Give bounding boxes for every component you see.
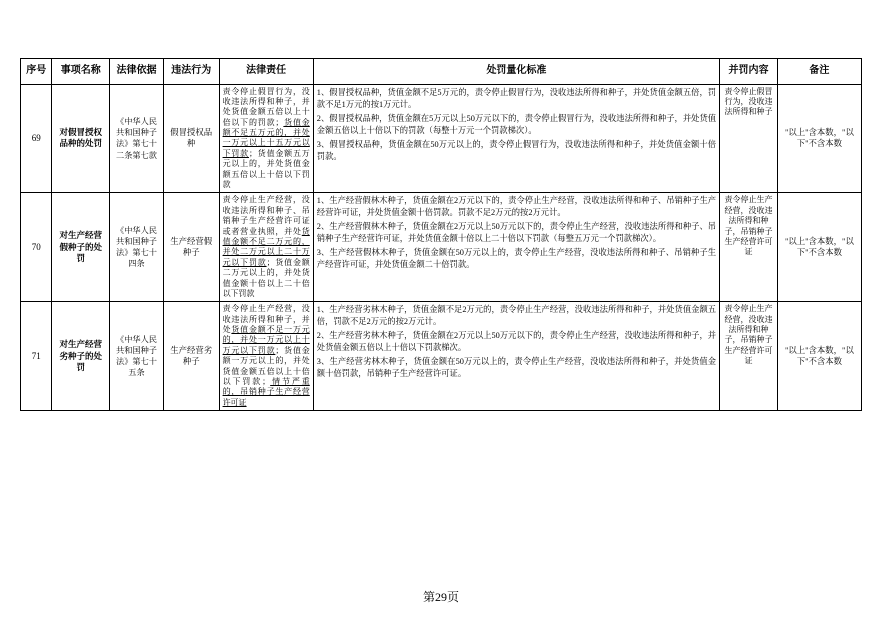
cell-law: 《中华人民共和国种子法》第七十二条第七款 [110,84,164,193]
cell-legal-responsibility: 责令停止假冒行为，没收违法所得和种子，并处货值金额五倍以上十倍以下的罚款；货值金额不足五万元的，并处一万元以上十五万元以下罚款；货值金额五万元以上的，并处货值金额五倍以上十倍以下罚款 [219,84,313,193]
table-row [21,84,862,193]
cell-additional-penalty: 责令停止假冒行为，没收违法所得和种子 [720,84,778,193]
cell-act: 生产经营劣种子 [163,302,219,411]
column-header-seq: 序号 [21,59,52,85]
cell-legal-responsibility: 责令停止生产经营，没收违法所得和种子、吊销种子生产经营许可证或者营业执照，并处货值金额不足二万元的，并处二万元以上二十万元以下罚款；货值金额二万元以上的，并处货值金额十倍以上二十倍以下罚款 [219,193,313,302]
column-header-extra: 并罚内容 [720,59,778,85]
column-header-remark: 备注 [777,59,861,85]
cell-quantified-standard: 1、假冒授权品种，货值金额不足5万元的，责令停止假冒行为，没收违法所得和种子，并处货值金额五倍，罚款不足1万元的按1万元计。 2、假冒授权品种，货值金额在5万元以上50万元以下的，责令停止假冒行为，没收违法所得和种子，并处货值金额五倍以上十倍以下的罚款（每整十万元一个罚款梯次）。 3、假冒授权品种，货值金额在50万元以上的，责令停止假冒行为，没收违法所得和种子，并处货值金额十倍罚款。 [313,84,719,193]
cell-seq: 71 [21,302,52,411]
cell-additional-penalty: 责令停止生产经营，没收违法所得和种子，吊销种子生产经营许可证 [720,193,778,302]
table-body [21,84,862,411]
cell-name: 对生产经营假种子的处罚 [52,193,110,302]
cell-law: 《中华人民共和国种子法》第七十五条 [110,302,164,411]
column-header-name: 事项名称 [52,59,110,85]
cell-name: 对假冒授权品种的处罚 [52,84,110,193]
cell-law: 《中华人民共和国种子法》第七十四条 [110,193,164,302]
column-header-act: 违法行为 [163,59,219,85]
cell-remark: "以上"含本数，"以下"不含本数 [777,193,861,302]
cell-remark: "以上"含本数，"以下"不含本数 [777,84,861,193]
penalty-standards-table [20,58,862,411]
cell-seq: 70 [21,193,52,302]
cell-name: 对生产经营劣种子的处罚 [52,302,110,411]
cell-additional-penalty: 责令停止生产经营，没收违法所得和种子，吊销种子生产经营许可证 [720,302,778,411]
cell-seq: 69 [21,84,52,193]
cell-act: 假冒授权品种 [163,84,219,193]
cell-remark: "以上"含本数，"以下"不含本数 [777,302,861,411]
column-header-law: 法律依据 [110,59,164,85]
cell-act: 生产经营假种子 [163,193,219,302]
column-header-resp: 法律责任 [219,59,313,85]
document-page [20,58,862,411]
page-footer [0,588,882,605]
page-number: 第29页 [422,590,459,604]
cell-legal-responsibility: 责令停止生产经营，没收违法所得和种子，并处货值金额不足一万元的，并处一万元以上十万元以下罚款；货值金额一万元以上的，并处货值金额五倍以上十倍以下罚款；情节严重的，吊销种子生产经营许可证 [219,302,313,411]
table-header-row [21,59,862,85]
cell-quantified-standard: 1、生产经营假林木种子，货值金额在2万元以下的，责令停止生产经营，没收违法所得和种子、吊销种子生产经营许可证，并处货值金额十倍罚款。罚款不足2万元的按2万元计。 2、生产经营假林木种子，货值金额在2万元以上50万元以下的，责令停止生产经营，没收违法所得和种子、吊销种子生产经营许可证，并处货值金额十倍以上二十倍以下罚款（每整五万元一个罚款梯次）。 3、生产经营假林木种子，货值金额在50万元以上的，责令停止生产经营，没收违法所得和种子、吊销种子生产经营许可证，并处货值金额二十倍罚款。 [313,193,719,302]
cell-quantified-standard: 1、生产经营劣林木种子，货值金额不足2万元的，责令停止生产经营，没收违法所得和种子，并处货值金额五倍，罚款不足2万元的按2万元计。 2、生产经营劣林木种子，货值金额在2万元以上50万元以下的，责令停止生产经营，没收违法所得和种子，并处货值金额五倍以上十倍以下罚款梯次。 3、生产经营劣林木种子，货值金额在50万元以上的，责令停止生产经营，没收违法所得和种子，并处货值金额十倍罚款，吊销种子生产经营许可证。 [313,302,719,411]
column-header-std: 处罚量化标准 [313,59,719,85]
table-row [21,302,862,411]
table-row [21,193,862,302]
